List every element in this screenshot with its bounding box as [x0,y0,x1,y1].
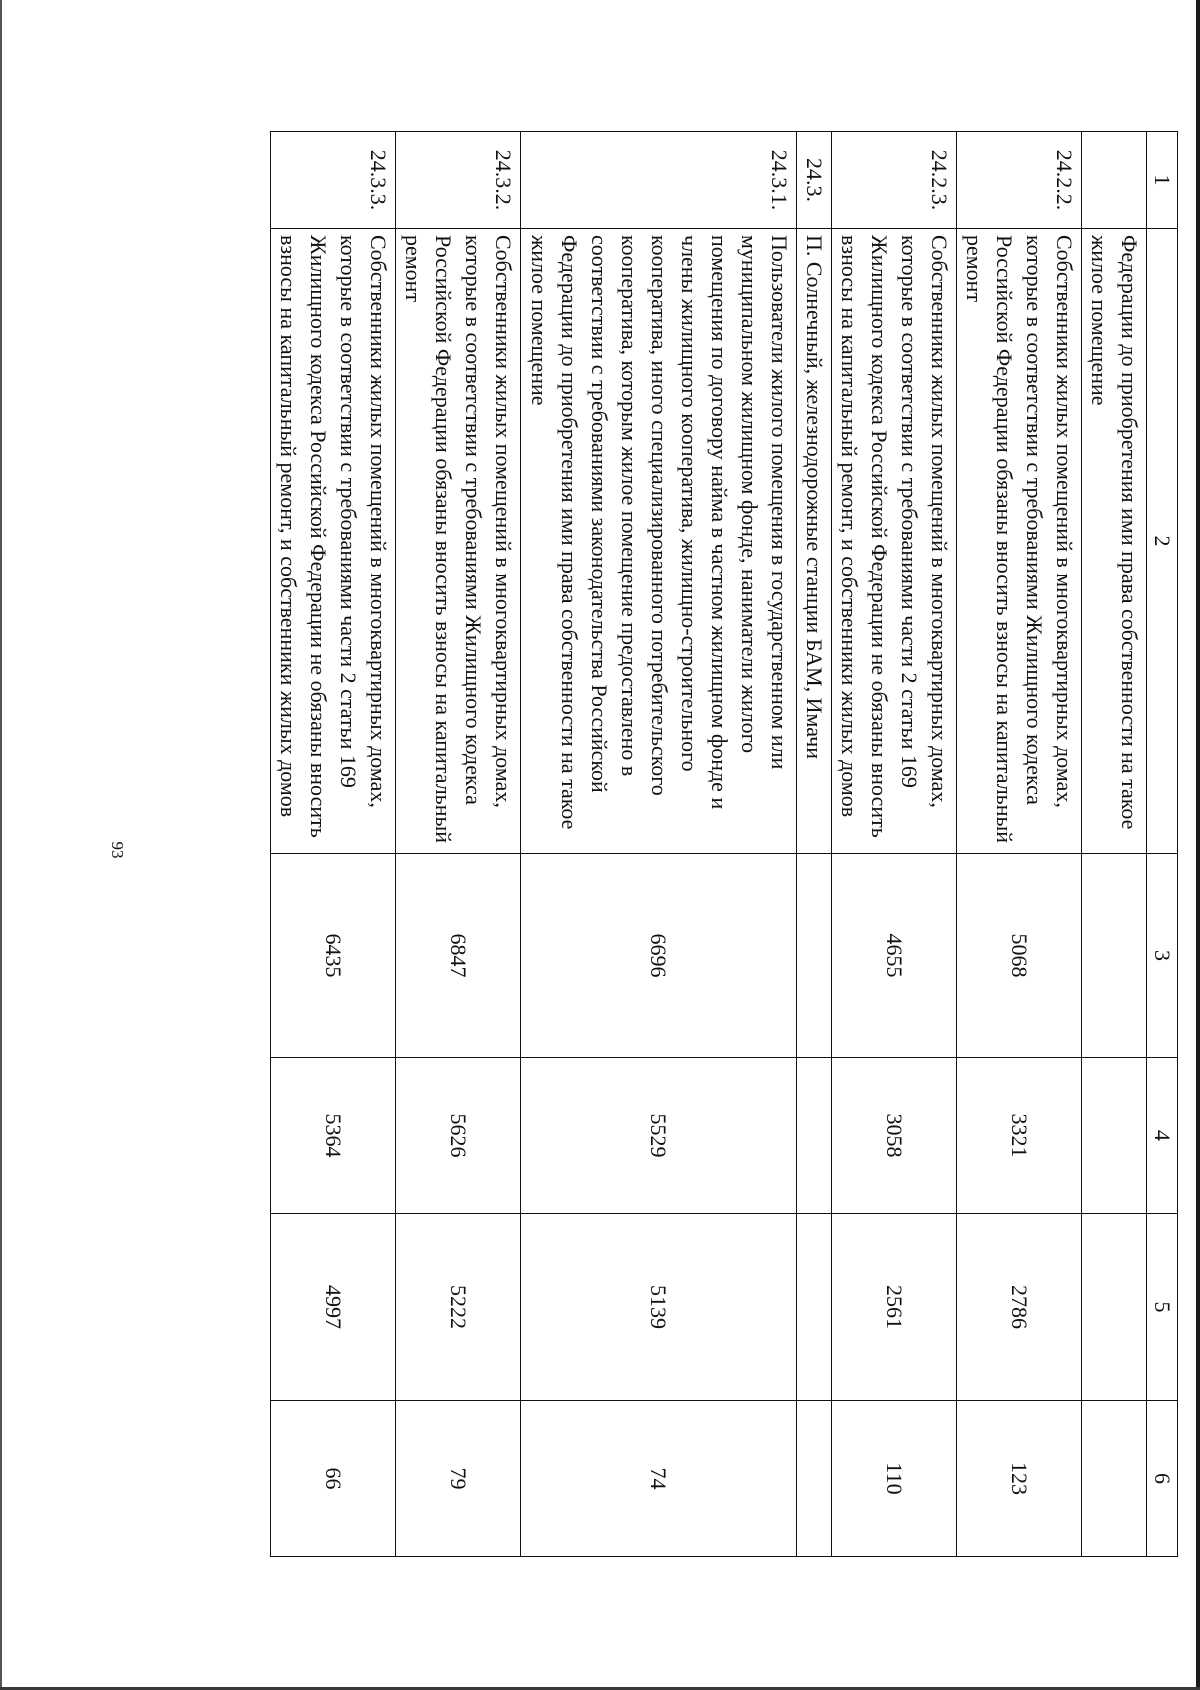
row-value-col6: 110 [832,1401,957,1557]
scan-edge-left [0,0,2,1690]
header-row [1147,132,1178,1557]
row-value-col3: 6847 [396,854,521,1058]
header-col-2: 2 [1147,229,1178,854]
row-value-col5 [797,1214,832,1401]
header-col-4: 4 [1147,1058,1178,1214]
row-description: Собственники жилых помещений в многоквартирных домах, которые в соответствии с требованиями Жилищного кодекса Российской Федерации обязаны вносить взносы на капитальный ремонт [396,229,521,854]
header-col-3: 3 [1147,854,1178,1058]
row-value-col4: 3058 [832,1058,957,1214]
row-code [1082,132,1147,229]
row-value-col6: 74 [521,1401,797,1557]
tariff-table [270,131,1178,1557]
row-value-col3 [1082,854,1147,1058]
row-value-col6 [1082,1401,1147,1557]
row-value-col5: 2786 [957,1214,1082,1401]
scan-edge-right [1196,0,1200,1690]
row-description: Пользователи жилого помещения в государственном или муниципальном жилищном фонде, наниматели жилого помещения по договору найма в частном жилищном фонде и члены жилищного кооператива, жилищно-строительного кооператива, иного специализированного потребительского кооператива, которым жилое помещение предоставлено в соответствии с требованиями законодательства Российской Федерации до приобретения ими права собственности на такое жилое помещение [521,229,797,854]
row-value-col5: 5139 [521,1214,797,1401]
table-row [797,132,832,1557]
table-row [271,132,396,1557]
row-value-col4 [1082,1058,1147,1214]
table-row [1082,132,1147,1557]
row-value-col4: 5364 [271,1058,396,1214]
row-code: 24.3.3. [271,132,396,229]
row-value-col3: 4655 [832,854,957,1058]
row-description: Собственники жилых помещений в многоквартирных домах, которые в соответствии с требованиями части 2 статьи 169 Жилищного кодекса Российской Федерации не обязаны вносить взносы на капитальный ремонт, и собственники жилых домов [832,229,957,854]
row-value-col6: 79 [396,1401,521,1557]
row-value-col4 [797,1058,832,1214]
row-value-col6: 123 [957,1401,1082,1557]
row-description: Федерации до приобретения ими права собственности на такое жилое помещение [1082,229,1147,854]
header-col-1: 1 [1147,132,1178,229]
row-value-col3: 5068 [957,854,1082,1058]
row-value-col6: 66 [271,1401,396,1557]
row-value-col4: 3321 [957,1058,1082,1214]
row-code: 24.3.2. [396,132,521,229]
rotated-table-wrapper [133,131,1178,1556]
table-row [832,132,957,1557]
row-value-col3 [797,854,832,1058]
row-value-col5: 5222 [396,1214,521,1401]
row-code: 24.3. [797,132,832,229]
row-value-col5: 4997 [271,1214,396,1401]
table-row [957,132,1082,1557]
row-description: Собственники жилых помещений в многоквартирных домах, которые в соответствии с требованиями Жилищного кодекса Российской Федерации обязаны вносить взносы на капитальный ремонт [957,229,1082,854]
row-value-col4: 5626 [396,1058,521,1214]
row-value-col5 [1082,1214,1147,1401]
row-value-col4: 5529 [521,1058,797,1214]
page-number: 93 [108,841,127,859]
row-value-col3: 6696 [521,854,797,1058]
row-code: 24.3.1. [521,132,797,229]
header-col-6: 6 [1147,1401,1178,1557]
table-row [396,132,521,1557]
row-value-col3: 6435 [271,854,396,1058]
table-row [521,132,797,1557]
row-code: 24.2.3. [832,132,957,229]
row-value-col6 [797,1401,832,1557]
row-description: П. Солнечный, железнодорожные станции БАМ, Имачи [797,229,832,854]
row-value-col5: 2561 [832,1214,957,1401]
row-description: Собственники жилых помещений в многоквартирных домах, которые в соответствии с требованиями части 2 статьи 169 Жилищного кодекса Российской Федерации не обязаны вносить взносы на капитальный ремонт, и собственники жилых домов [271,229,396,854]
row-code: 24.2.2. [957,132,1082,229]
header-col-5: 5 [1147,1214,1178,1401]
